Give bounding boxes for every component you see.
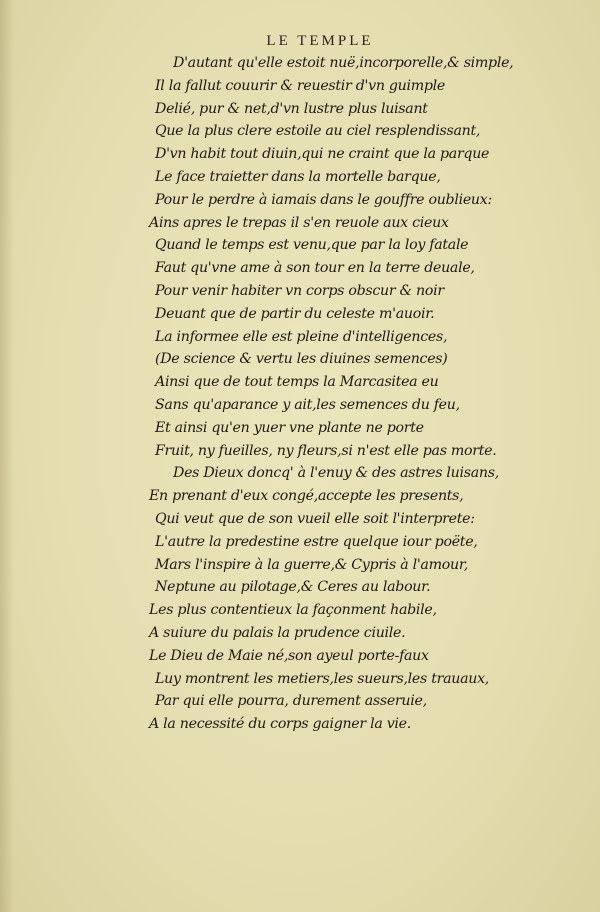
poem-line: Le face traietter dans la mortelle barque, xyxy=(155,168,441,185)
poem-line: Sans qu'aparance y ait,les semences du feu, xyxy=(155,396,460,413)
poem-line: Les plus contentieux la façonment habile, xyxy=(149,602,437,619)
poem-line: Le Dieu de Maie né,son ayeul porte-faux xyxy=(149,647,429,664)
poem-line: D'autant qu'elle estoit nuë,incorporelle,& simple, xyxy=(173,55,514,71)
poem-line: (De science & vertu les diuines semences) xyxy=(155,351,448,368)
poem-line: Deuant que de partir du celeste m'auoir. xyxy=(155,305,435,322)
poem-line: Pour le perdre à iamais dans le gouffre oublieux: xyxy=(155,191,492,208)
poem-line: Il la fallut couurir & reuestir d'vn guimple xyxy=(155,77,445,94)
poem-line: Ainsi que de tout temps la Marcasitea eu xyxy=(155,374,439,391)
poem-line: Quand le temps est venu,que par la loy fatale xyxy=(155,237,469,254)
poem-line: Que la plus clere estoile au ciel resplendissant, xyxy=(155,123,481,140)
poem-line: Et ainsi qu'en yuer vne plante ne porte xyxy=(155,419,424,436)
poem-line: La informee elle est pleine d'intelligences, xyxy=(155,328,448,345)
poem-line: Delié, pur & net,d'vn lustre plus luisant xyxy=(155,100,428,117)
poem-line: Faut qu'vne ame à son tour en la terre deuale, xyxy=(155,260,475,277)
poem-line: Ains apres le trepas il s'en reuole aux cieux xyxy=(149,214,449,231)
poem-line: A suiure du palais la prudence ciuile. xyxy=(149,624,406,641)
poem-line: Pour venir habiter vn corps obscur & noir xyxy=(155,282,444,299)
poem-line: Mars l'inspire à la guerre,& Cypris à l'amour, xyxy=(155,556,468,573)
poem-line: Par qui elle pourra, durement asseruie, xyxy=(155,693,427,710)
poem-line: A la necessité du corps gaigner la vie. xyxy=(149,716,411,733)
poem-line: Luy montrent les metiers,les sueurs,les trauaux, xyxy=(155,670,489,687)
poem-line: En prenant d'eux congé,accepte les presents, xyxy=(149,488,464,505)
poem-line: L'autre la predestine estre quelque iour poëte, xyxy=(155,533,478,550)
poem-line: Neptune au pilotage,& Ceres au labour. xyxy=(155,579,431,596)
running-head: LE TEMPLE xyxy=(266,33,374,49)
poem-line: Qui veut que de son vueil elle soit l'interprete: xyxy=(155,510,475,527)
poem-line: Fruit, ny fueilles, ny fleurs,si n'est elle pas morte. xyxy=(155,442,497,459)
poem-line: Des Dieux doncq' à l'enuy & des astres luisans, xyxy=(173,465,499,482)
poem-text xyxy=(149,52,575,736)
poem-line: D'vn habit tout diuin,qui ne craint que la parque xyxy=(155,146,490,163)
page-gutter-shadow xyxy=(0,0,14,912)
